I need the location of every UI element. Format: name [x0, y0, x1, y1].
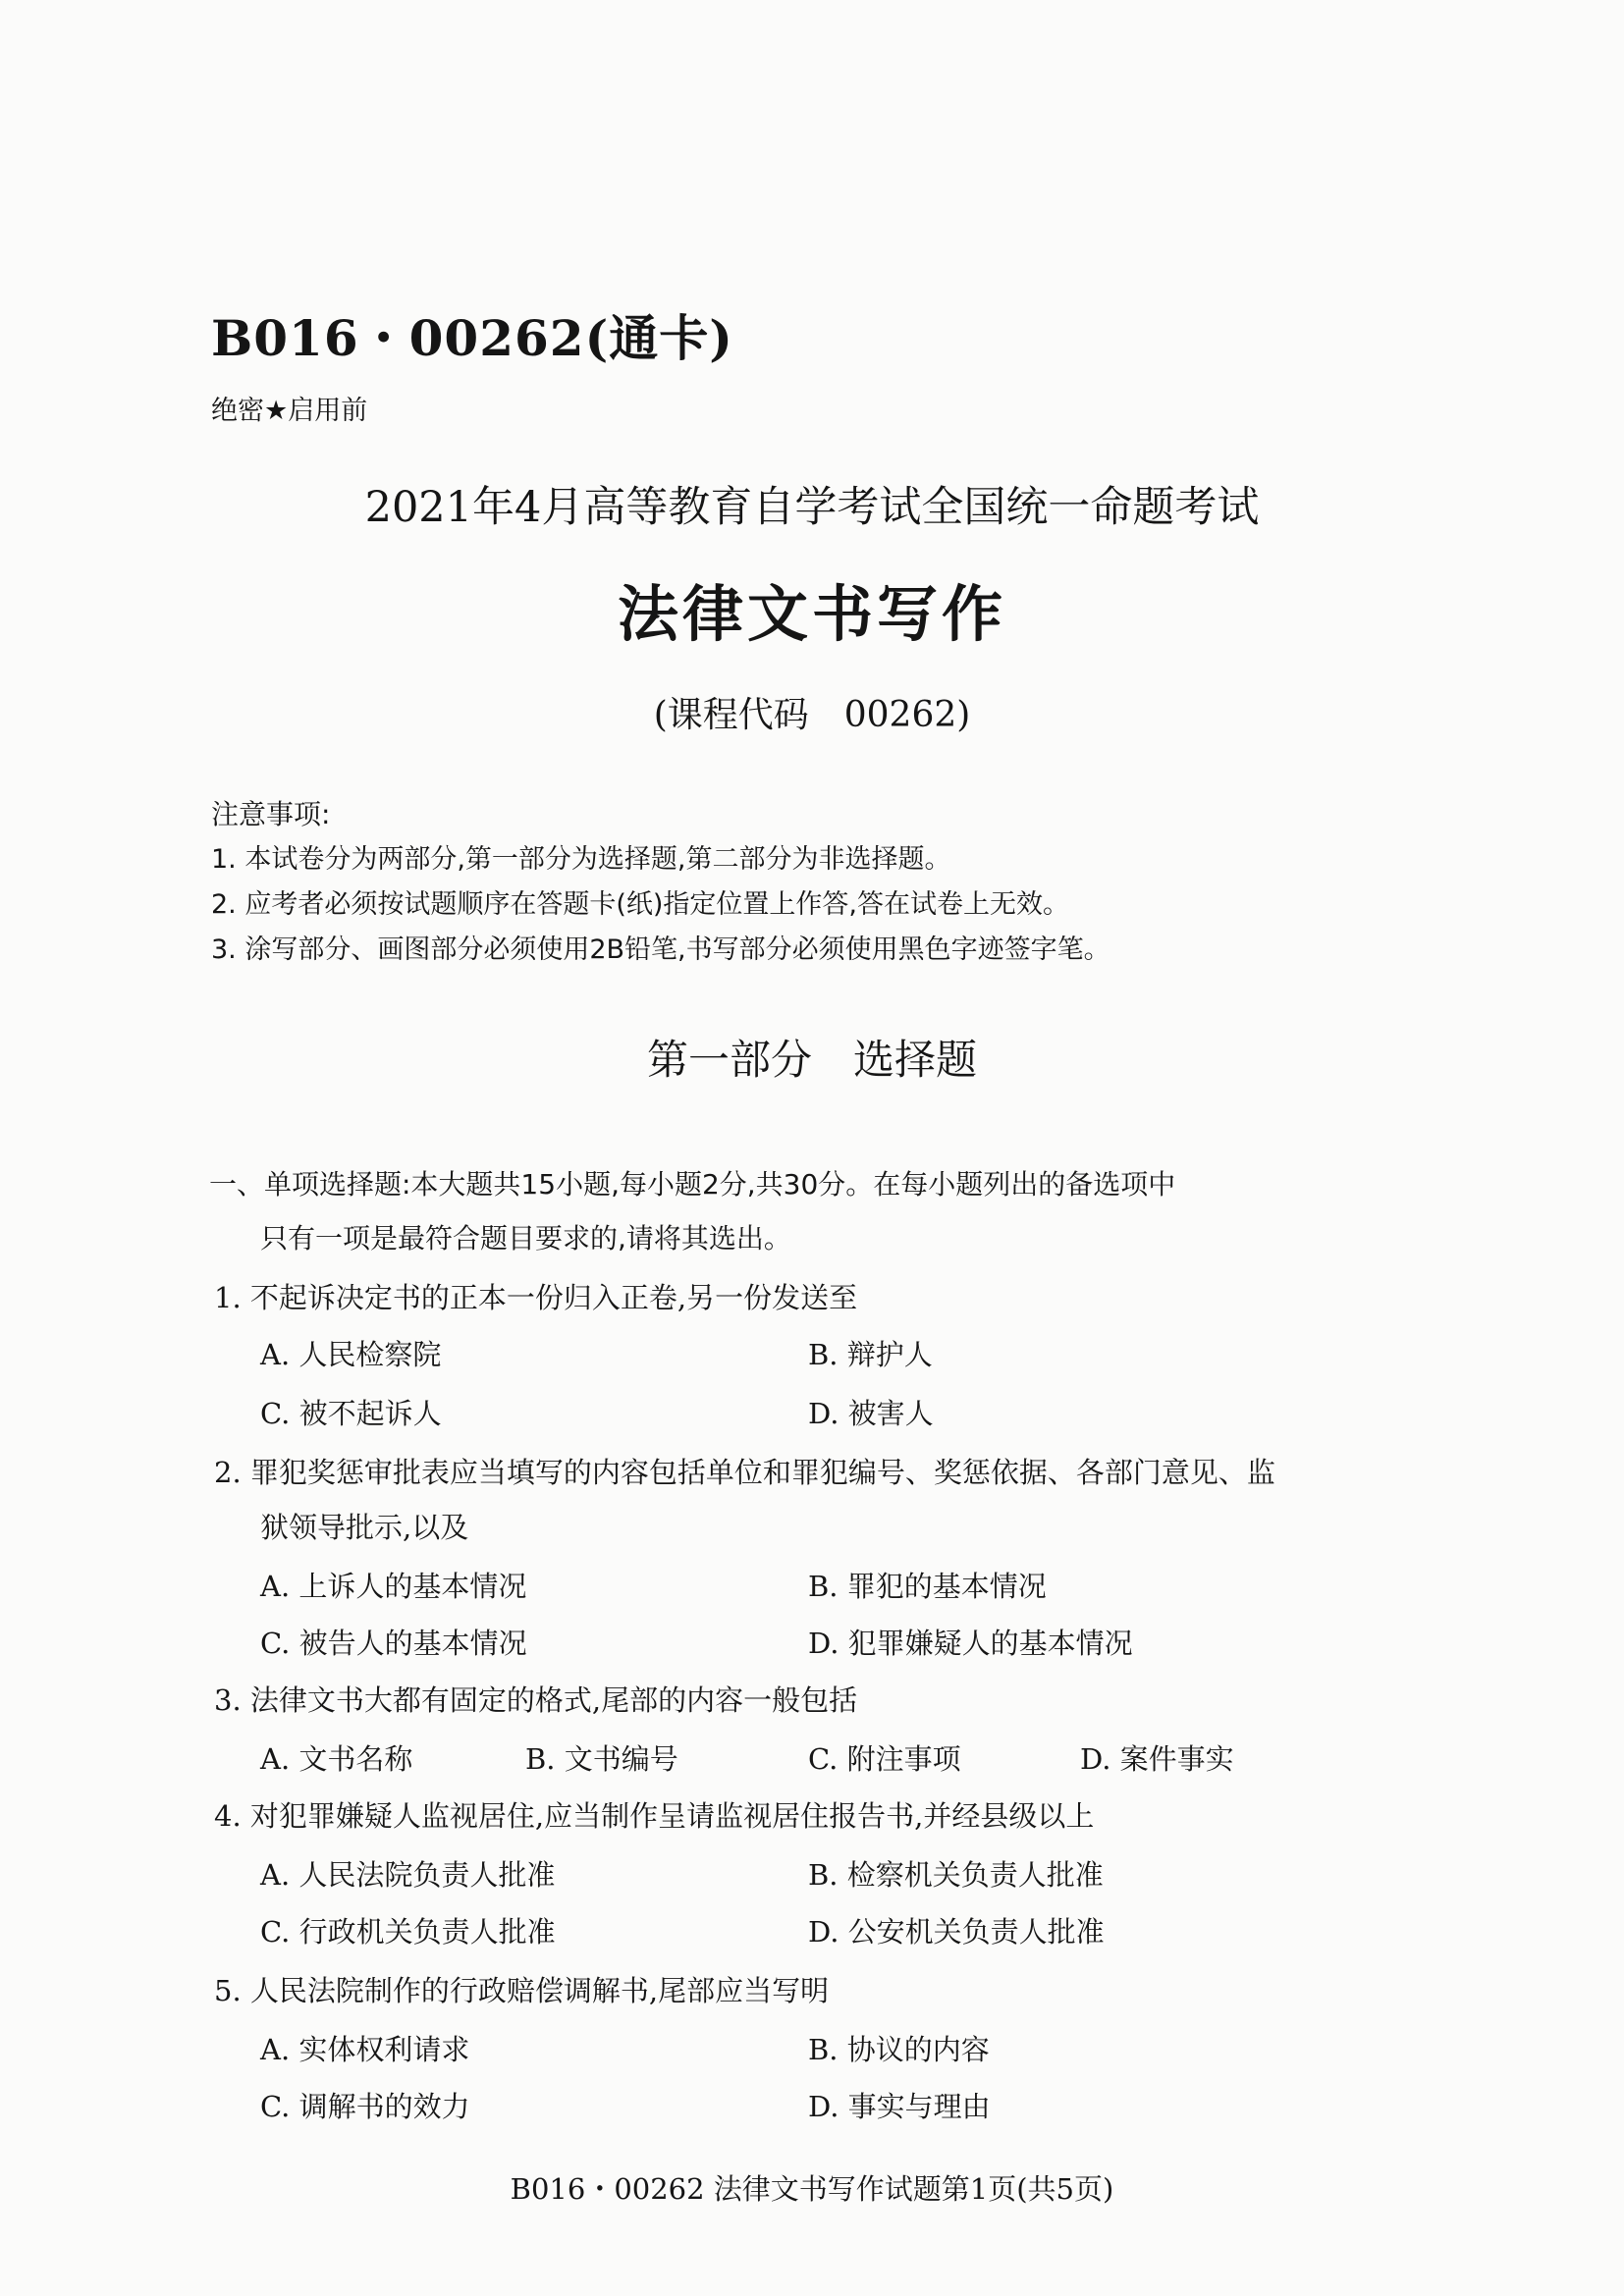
option-d: D. 事实与理由	[808, 2090, 991, 2123]
question-stem: 3. 法律文书大都有固定的格式,尾部的内容一般包括	[214, 1683, 858, 1717]
option-d: D. 被害人	[808, 1397, 934, 1430]
option-c: C. 被不起诉人	[260, 1397, 442, 1430]
option-a: A. 人民检察院	[260, 1338, 442, 1371]
option-b: B. 文书编号	[525, 1742, 678, 1776]
option-a: A. 文书名称	[260, 1742, 413, 1776]
option-b: B. 检察机关负责人批准	[808, 1858, 1104, 1892]
option-d: D. 犯罪嫌疑人的基本情况	[808, 1627, 1133, 1660]
question-stem: 2. 罪犯奖惩审批表应当填写的内容包括单位和罪犯编号、奖惩依据、各部门意见、监	[214, 1456, 1275, 1489]
option-d: D. 公安机关负责人批准	[808, 1915, 1105, 1949]
section-instruction: 一、单项选择题:本大题共15小题,每小题2分,共30分。在每小题列出的备选项中	[209, 1168, 1176, 1201]
option-a: A. 上诉人的基本情况	[260, 1570, 527, 1603]
question-stem: 5. 人民法院制作的行政赔偿调解书,尾部应当写明	[214, 1974, 830, 2007]
option-c: C. 被告人的基本情况	[260, 1627, 527, 1660]
option-b: B. 罪犯的基本情况	[808, 1570, 1047, 1603]
option-c: C. 调解书的效力	[260, 2090, 470, 2123]
option-b: B. 协议的内容	[808, 2033, 990, 2066]
option-d: D. 案件事实	[1080, 1742, 1234, 1776]
option-a: A. 实体权利请求	[260, 2033, 470, 2066]
notes-title: 注意事项:	[211, 798, 331, 830]
option-c: C. 附注事项	[808, 1742, 961, 1776]
option-a: A. 人民法院负责人批准	[260, 1858, 556, 1892]
part-title: 第一部分 选择题	[646, 1036, 977, 1084]
question-stem: 4. 对犯罪嫌疑人监视居住,应当制作呈请监视居住报告书,并经县级以上	[214, 1799, 1095, 1833]
note-item: 1. 本试卷分为两部分,第一部分为选择题,第二部分为非选择题。	[211, 844, 951, 875]
course-code: (课程代码 00262)	[653, 695, 971, 735]
question-stem: 1. 不起诉决定书的正本一份归入正卷,另一份发送至	[214, 1281, 858, 1314]
option-b: B. 辩护人	[808, 1338, 933, 1371]
paper-code: B016・00262(通卡)	[211, 309, 733, 367]
note-item: 3. 涂写部分、画图部分必须使用2B铅笔,书写部分必须使用黑色字迹签字笔。	[211, 934, 1110, 965]
question-stem-cont: 狱领导批示,以及	[260, 1511, 469, 1544]
secret-label: 绝密★启用前	[211, 396, 368, 426]
option-c: C. 行政机关负责人批准	[260, 1915, 556, 1949]
page-footer: B016・00262 法律文书写作试题第1页(共5页)	[510, 2172, 1114, 2206]
note-item: 2. 应考者必须按试题顺序在答题卡(纸)指定位置上作答,答在试卷上无效。	[211, 889, 1069, 920]
section-instruction: 只有一项是最符合题目要求的,请将其选出。	[260, 1222, 791, 1255]
exam-title: 2021年4月高等教育自学考试全国统一命题考试	[364, 483, 1260, 532]
subject-title: 法律文书写作	[617, 578, 1006, 650]
